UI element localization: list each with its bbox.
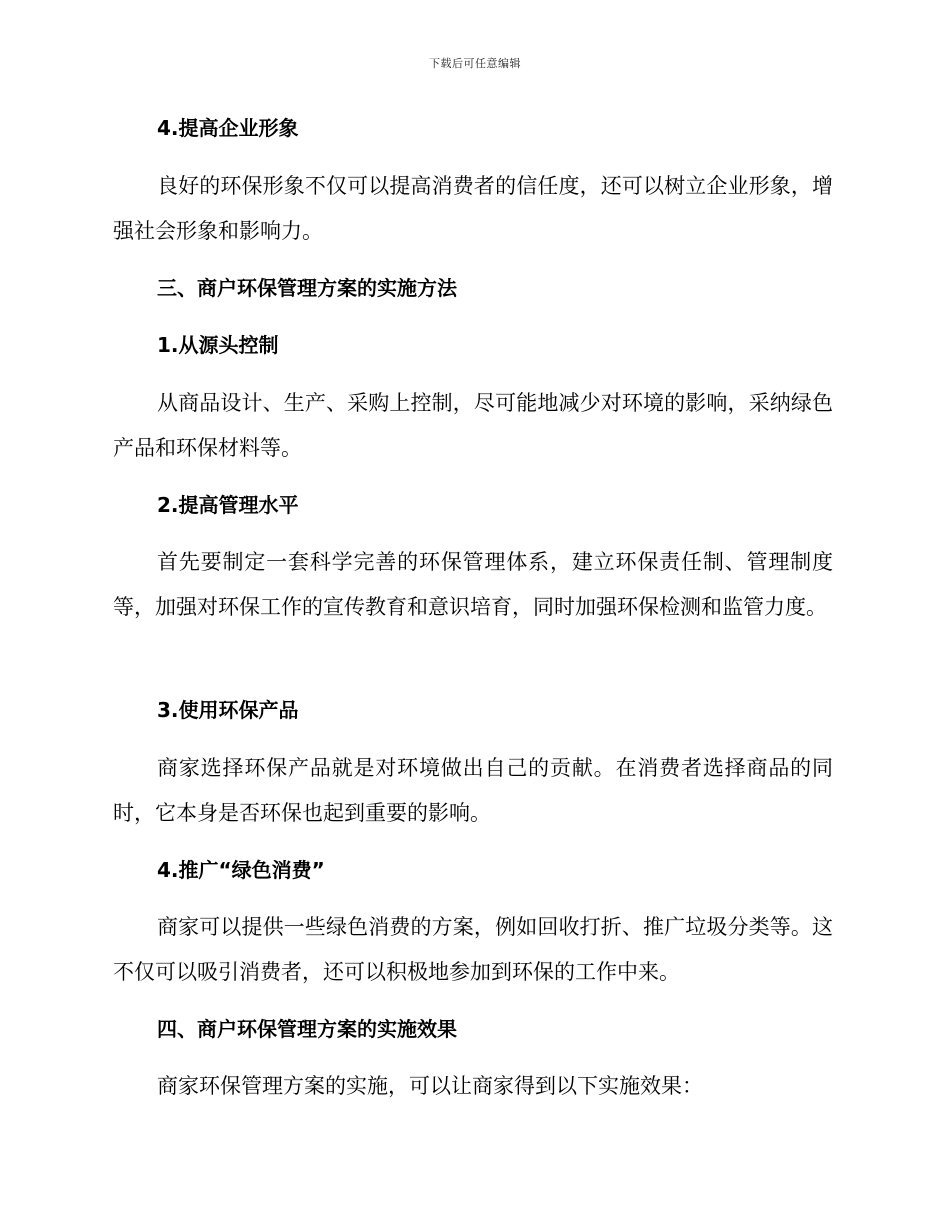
chapter-heading-effects: 四、商户环保管理方案的实施效果 (157, 1017, 457, 1041)
section-heading-source-control: 1.从源头控制 (157, 333, 279, 357)
paragraph-company-image: 良好的环保形象不仅可以提高消费者的信任度，还可以树立企业形象，增强社会形象和影响力。 (113, 174, 833, 243)
section-heading-green-consumption: 4.推广“绿色消费” (157, 858, 325, 882)
section-heading-eco-products: 3.使用环保产品 (157, 698, 299, 722)
paragraph-management-level: 首先要制定一套科学完善的环保管理体系，建立环保责任制、管理制度等，加强对环保工作的宣传教育和意识培育，同时加强环保检测和监管力度。 (113, 550, 833, 619)
section-heading-company-image: 4.提高企业形象 (157, 116, 299, 140)
section-heading-management-level: 2.提高管理水平 (157, 493, 299, 517)
paragraph-green-consumption: 商家可以提供一些绿色消费的方案，例如回收打折、推广垃圾分类等。这不仅可以吸引消费者，还可以积极地参加到环保的工作中来。 (113, 915, 833, 984)
chapter-heading-methods: 三、商户环保管理方案的实施方法 (157, 276, 457, 300)
paragraph-source-control: 从商品设计、生产、采购上控制，尽可能地减少对环境的影响，采纳绿色产品和环保材料等。 (113, 391, 833, 460)
paragraph-eco-products: 商家选择环保产品就是对环境做出自己的贡献。在消费者选择商品的同时，它本身是否环保也起到重要的影响。 (113, 756, 833, 825)
paragraph-effects: 商家环保管理方案的实施，可以让商家得到以下实施效果： (157, 1074, 703, 1098)
header-note: 下载后可任意编辑 (429, 57, 521, 70)
